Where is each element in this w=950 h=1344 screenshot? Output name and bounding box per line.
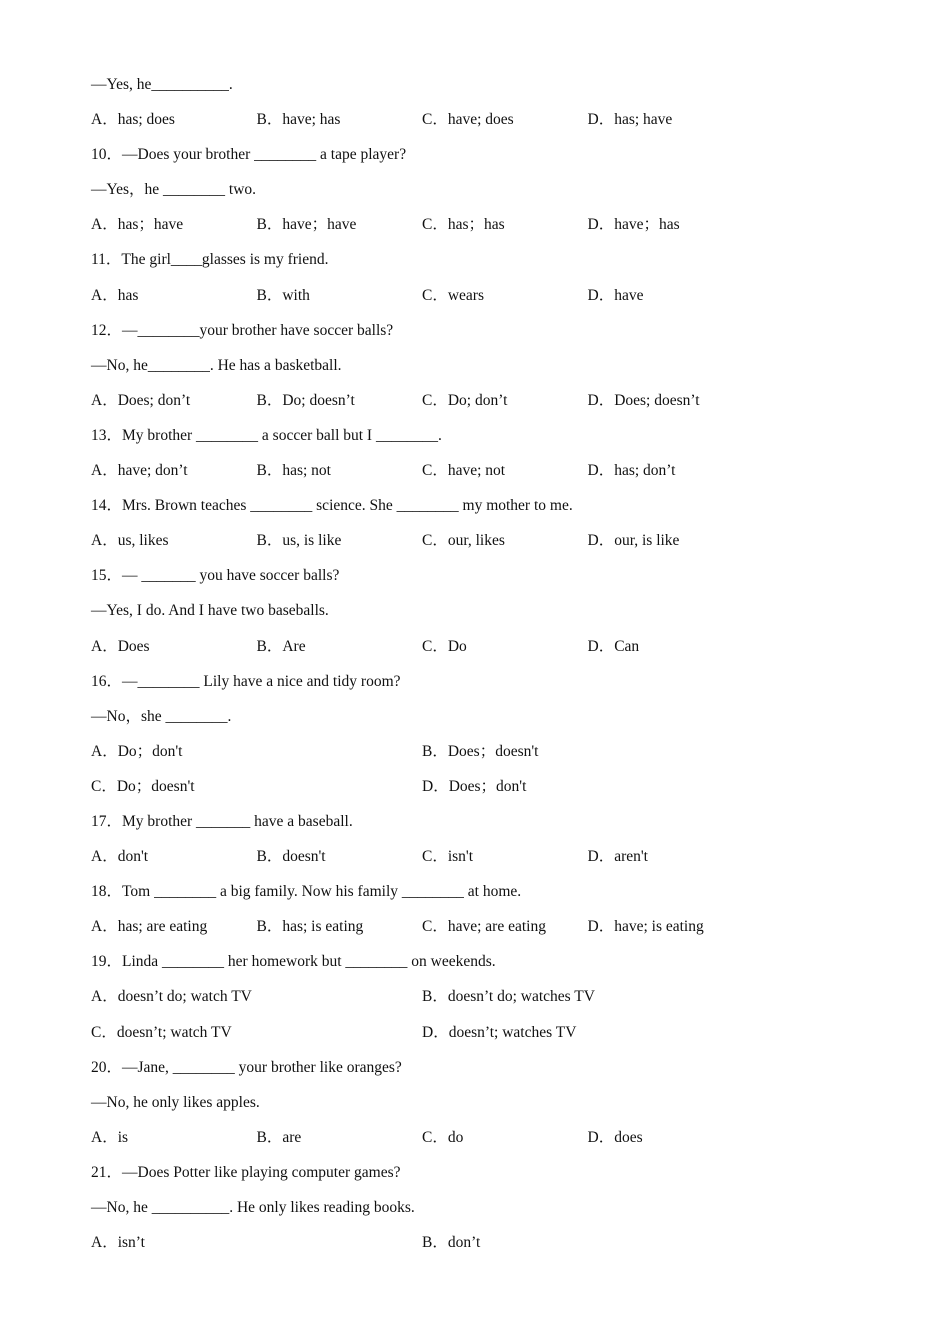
- answer-option: B．has; is eating: [256, 918, 364, 936]
- answer-option: C．do: [422, 1128, 464, 1146]
- answer-options-row: [91, 741, 891, 776]
- answer-option: A．Does; don’t: [91, 391, 191, 409]
- answer-option: C．have; not: [422, 462, 506, 480]
- answer-option: B．us, is like: [256, 532, 342, 550]
- question-line: 15．— _______ you have soccer balls?: [91, 567, 340, 585]
- answer-option: C．have; are eating: [422, 918, 546, 936]
- question-line: —Yes, he__________.: [91, 76, 233, 93]
- answer-option: B．doesn’t do; watches TV: [422, 988, 595, 1006]
- answer-option: A．don't: [91, 848, 149, 866]
- answer-option: A．has: [91, 286, 139, 304]
- answer-options-row: [91, 109, 891, 144]
- answer-options-row: [91, 986, 891, 1021]
- question-line: 18．Tom ________ a big family. Now his family ________ at home.: [91, 883, 522, 901]
- answer-option: A．is: [91, 1128, 129, 1146]
- answer-option: A．has; are eating: [91, 918, 208, 936]
- answer-options-row: [91, 1232, 891, 1267]
- answer-option: B．Are: [256, 637, 306, 655]
- question-line: —No，she ________.: [91, 707, 232, 725]
- answer-options-row: [91, 530, 891, 565]
- answer-option: C．wears: [422, 286, 484, 304]
- answer-option: C．has；has: [422, 216, 505, 234]
- answer-options-row: [91, 390, 891, 425]
- worksheet-page: [91, 74, 891, 1267]
- answer-option: A．us, likes: [91, 532, 169, 550]
- question-line: 12．—________your brother have soccer balls?: [91, 321, 394, 339]
- answer-options-row: [91, 1022, 891, 1057]
- answer-option: D．Can: [587, 637, 640, 655]
- answer-option: D．Does; doesn’t: [587, 391, 700, 409]
- answer-options-row: [91, 460, 891, 495]
- answer-option: D．has; don’t: [587, 462, 676, 480]
- answer-option: D．our, is like: [587, 532, 680, 550]
- answer-option: D．doesn’t; watches TV: [422, 1023, 577, 1041]
- question-line: 13．My brother ________ a soccer ball but I ________.: [91, 426, 442, 444]
- question-line: 16．—________ Lily have a nice and tidy room?: [91, 672, 401, 690]
- answer-option: D．have: [587, 286, 644, 304]
- answer-option: D．have；has: [587, 216, 680, 234]
- question-line: —Yes，he ________ two.: [91, 181, 257, 199]
- question-line: 10．—Does your brother ________ a tape player?: [91, 146, 407, 164]
- answer-option: A．Does: [91, 637, 150, 655]
- answer-option: B．don’t: [422, 1234, 481, 1252]
- answer-option: A．has; does: [91, 111, 175, 129]
- answer-option: C．our, likes: [422, 532, 505, 550]
- answer-option: B．with: [256, 286, 310, 304]
- answer-options-row: [91, 776, 891, 811]
- answer-option: A．isn’t: [91, 1234, 145, 1252]
- answer-option: B．have；have: [256, 216, 357, 234]
- answer-option: B．has; not: [256, 462, 331, 480]
- answer-option: D．has; have: [587, 111, 673, 129]
- answer-option: B．Does；doesn't: [422, 742, 539, 760]
- answer-options-row: [91, 214, 891, 249]
- question-line: 19．Linda ________ her homework but ________ on weekends.: [91, 953, 496, 971]
- question-line: —Yes, I do. And I have two baseballs.: [91, 602, 329, 620]
- question-line: —No, he________. He has a basketball.: [91, 356, 342, 374]
- question-line: 21．—Does Potter like playing computer games?: [91, 1163, 401, 1181]
- question-line: —No, he only likes apples.: [91, 1093, 260, 1111]
- answer-option: A．has；have: [91, 216, 184, 234]
- answer-option: B．Do; doesn’t: [256, 391, 355, 409]
- answer-option: A．Do；don't: [91, 742, 183, 760]
- answer-option: D．aren't: [587, 848, 648, 866]
- answer-options-row: [91, 916, 891, 951]
- question-line: —No, he __________. He only likes reading books.: [91, 1199, 415, 1216]
- answer-option: B．have; has: [256, 111, 341, 129]
- answer-option: C．Do; don’t: [422, 391, 508, 409]
- answer-options-row: [91, 636, 891, 671]
- answer-option: C．Do；doesn't: [91, 777, 195, 795]
- answer-options-row: [91, 285, 891, 320]
- answer-options-row: [91, 1127, 891, 1162]
- answer-option: A．doesn’t do; watch TV: [91, 988, 252, 1006]
- answer-option: C．isn't: [422, 848, 474, 866]
- question-line: 14．Mrs. Brown teaches ________ science. She ________ my mother to me.: [91, 497, 573, 515]
- answer-options-row: [91, 846, 891, 881]
- question-line: 20．—Jane, ________ your brother like oranges?: [91, 1058, 402, 1076]
- answer-option: D．Does；don't: [422, 777, 527, 795]
- answer-option: A．have; don’t: [91, 462, 188, 480]
- answer-option: C．have; does: [422, 111, 514, 129]
- answer-option: C．doesn’t; watch TV: [91, 1023, 232, 1041]
- question-line: 11．The girl____glasses is my friend.: [91, 251, 329, 269]
- answer-option: C．Do: [422, 637, 467, 655]
- question-line: 17．My brother _______ have a baseball.: [91, 812, 353, 830]
- answer-option: D．have; is eating: [587, 918, 704, 936]
- answer-option: B．are: [256, 1128, 302, 1146]
- answer-option: B．doesn't: [256, 848, 326, 866]
- answer-option: D．does: [587, 1128, 643, 1146]
